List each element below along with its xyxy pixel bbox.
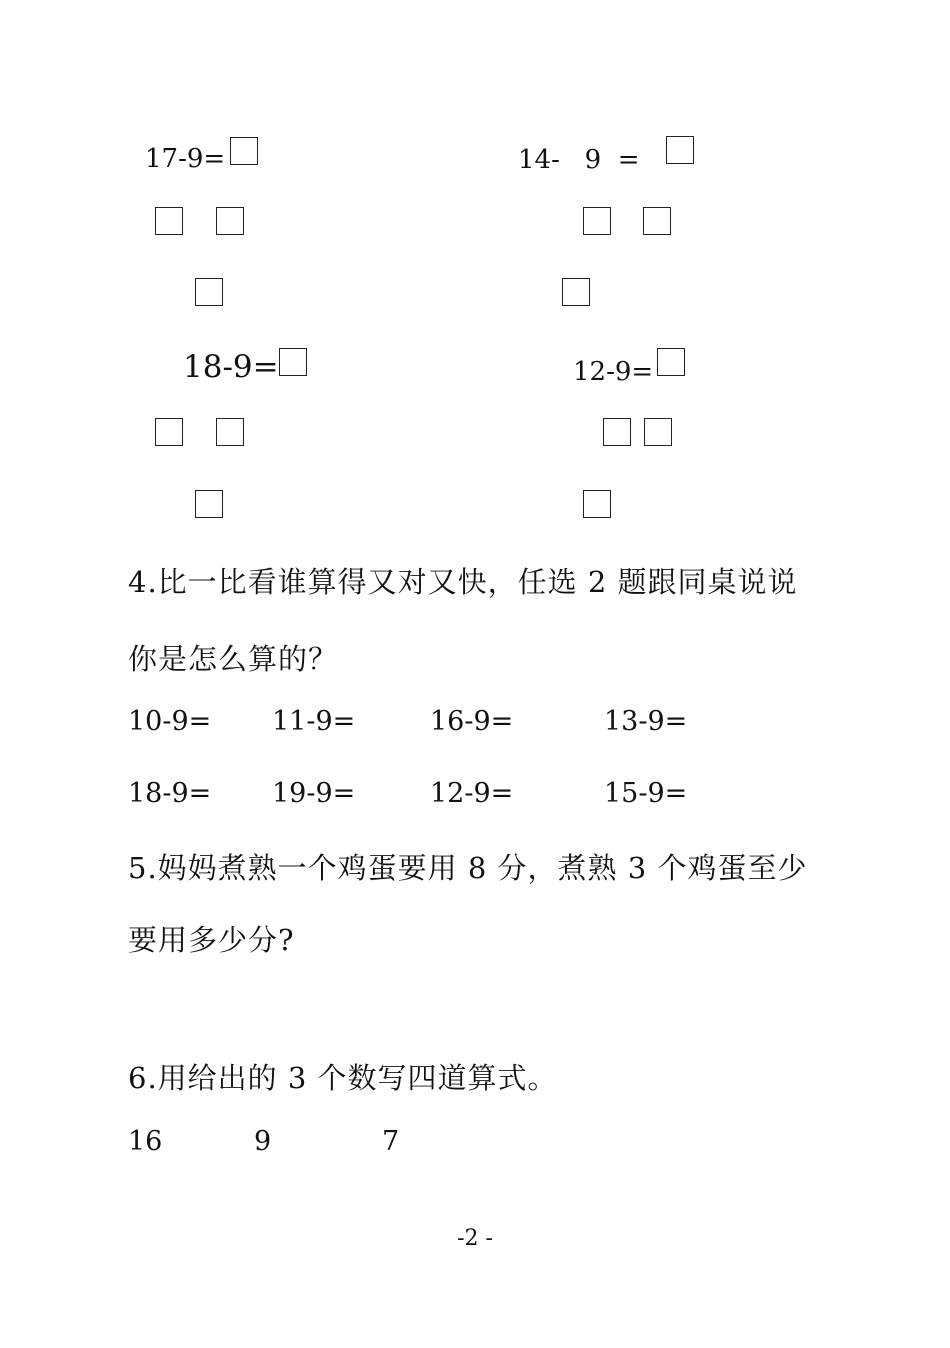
subtotal-box[interactable] [583,490,611,518]
question-6-line-1: 6.用给出的 3 个数写四道算式。 [128,1061,558,1095]
split-box-right[interactable] [216,207,244,235]
calc-item: 10-9= [128,706,212,737]
subtotal-box[interactable] [195,278,223,306]
calc-item: 19-9= [272,778,356,809]
given-number: 9 [254,1126,272,1157]
equation-17-9: 17-9= [145,144,226,174]
split-box-right[interactable] [644,418,672,446]
question-5-line-1: 5.妈妈煮熟一个鸡蛋要用 8 分，煮熟 3 个鸡蛋至少 [128,851,808,885]
split-box-left[interactable] [155,207,183,235]
calc-item: 16-9= [430,706,514,737]
equation-12-9: 12-9= [573,357,654,387]
split-box-left[interactable] [155,418,183,446]
answer-box[interactable] [279,348,307,376]
answer-box[interactable] [666,136,694,164]
split-box-left[interactable] [603,418,631,446]
equation-18-9: 18-9= [183,349,279,385]
question-5-line-2: 要用多少分? [128,923,295,957]
calc-item: 12-9= [430,778,514,809]
question-4-line-2: 你是怎么算的？ [128,642,339,676]
answer-box[interactable] [230,137,258,165]
page-number: -2 - [457,1226,493,1251]
equation-14-9: 14- 9 = [518,145,640,175]
given-number: 7 [382,1126,400,1157]
calc-item: 18-9= [128,778,212,809]
split-box-left[interactable] [583,207,611,235]
answer-box[interactable] [657,348,685,376]
calc-item: 11-9= [272,706,356,737]
calc-item: 15-9= [604,778,688,809]
split-box-right[interactable] [216,418,244,446]
subtotal-box[interactable] [195,490,223,518]
subtotal-box[interactable] [562,278,590,306]
given-number: 16 [128,1126,163,1157]
calc-item: 13-9= [604,706,688,737]
question-4-line-1: 4.比一比看谁算得又对又快，任选 2 题跟同桌说说 [128,565,798,599]
split-box-right[interactable] [643,207,671,235]
